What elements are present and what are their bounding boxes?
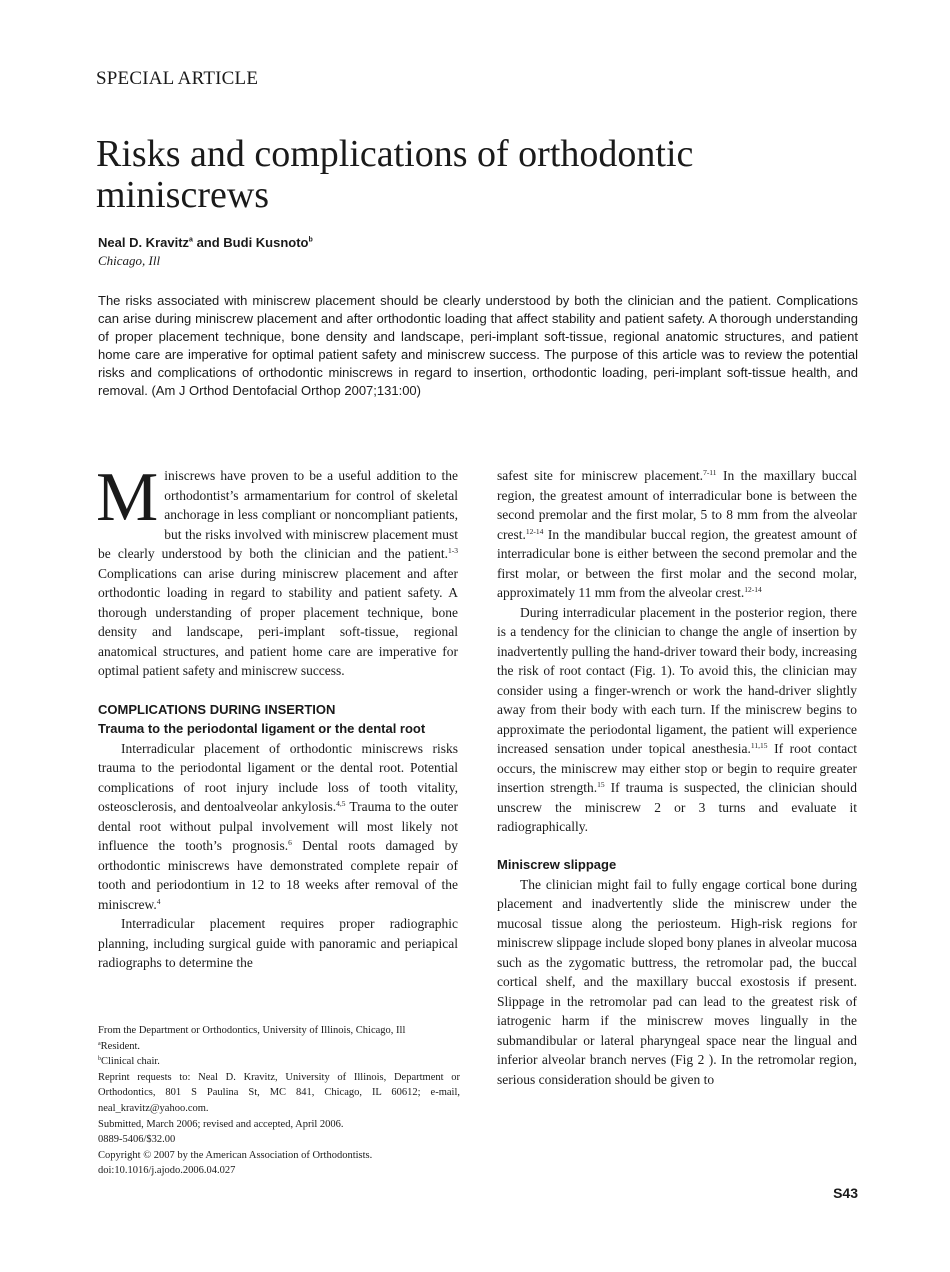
reference-marker: 11,15 xyxy=(750,741,768,750)
footnote-marker: a xyxy=(98,1040,101,1047)
reference-marker: 15 xyxy=(597,780,605,789)
paragraph-text: safest site for miniscrew placement. xyxy=(497,468,704,483)
body-column-right xyxy=(497,466,857,1089)
reference-marker: 12-14 xyxy=(525,526,544,536)
paragraph-text: During interradicular placement in the posterior region, there is a tendency for the clinician to change the angle of insertion by inadvertently pulling the hand-driver toward their body, increasing the risk of root contact (Fig. 1). To avoid this, the clinician may consider using a finger-wrench or work the hand-driver slightly away from their body with each turn. If the miniscrew begins to approximate the periodontal ligament, the patient will experience increased sensation under topical anesthesia. xyxy=(497,604,857,756)
affiliation-marker: a xyxy=(189,236,193,244)
footnote-text: Clinical chair. xyxy=(101,1056,160,1068)
footnote-issn: 0889-5406/$32.00 xyxy=(98,1134,176,1146)
footnote-copyright: Copyright © 2007 by the American Association of Orthodontists. xyxy=(98,1149,373,1161)
footnote-affiliation: From the Department or Orthodontics, University of Illinois, Chicago, Ill xyxy=(98,1025,406,1036)
paragraph-text: Trauma to the outer dental root without pulpal involvement will most likely not influence the tooth’s prognosis. xyxy=(98,799,458,853)
author-line xyxy=(98,235,313,250)
paragraph-text: In the mandibular buccal region, the greatest amount of interradicular bone is either between the second premolar and the first molar, or between the first molar and the second molar, approximately 11 mm from the alveolar crest. xyxy=(497,526,857,600)
reference-marker: 7-11 xyxy=(703,468,717,477)
paragraph-text: iniscrews have proven to be a useful addition to the orthodontist’s armamentarium for control of skeletal anchorage in less compliant or noncompliant patients, but the risks involved with miniscrew placement must be clearly understood by both the clinician and the patient. xyxy=(98,468,458,561)
body-paragraph: Interradicular placement requires proper radiographic planning, including surgical guide with panoramic and periapical radiographs to determine the xyxy=(98,916,458,970)
footnote-text: Resident. xyxy=(100,1040,141,1052)
section-label: SPECIAL ARTICLE xyxy=(96,68,259,89)
subsection-heading: Trauma to the periodontal ligament or the dental root xyxy=(98,720,426,736)
page-number: S43 xyxy=(833,1185,858,1201)
abstract: The risks associated with miniscrew placement should be clearly understood by both the clinician and the patient. Complications can arise during miniscrew placement and after orthodontic loading that affect stability and patient safety. A thorough understanding of proper placement technique, bone density and landscape, peri-implant soft-tissue, regional anatomic structures, and patient home care are imperative for optimal patient safety and miniscrew success. The purpose of this article was to review the potential risks and complications of orthodontic miniscrews in regard to insertion, orthodontic loading, peri-implant soft-tissue health, and removal. (Am J Orthod Dentofacial Orthop 2007;131:00) xyxy=(98,293,858,398)
section-heading: COMPLICATIONS DURING INSERTION xyxy=(98,701,336,717)
footnote-marker: b xyxy=(98,1056,101,1063)
footnote-resident xyxy=(98,1039,460,1055)
reference-marker: 6 xyxy=(288,838,292,847)
article-title: Risks and complications of orthodontic miniscrews xyxy=(96,133,694,216)
footnote-doi: doi:10.1016/j.ajodo.2006.04.027 xyxy=(98,1165,236,1177)
body-column-left xyxy=(96,459,458,973)
footnotes xyxy=(98,1023,460,1179)
footnote-chair xyxy=(98,1054,460,1070)
drop-cap: M xyxy=(96,459,159,536)
paragraph-text: Interradicular placement of orthodontic miniscrews risks trauma to the periodontal ligament or the dental root. Potential complications of root injury include loss of tooth vitality, osteosclerosis, and dentoalveolar ankylosis. xyxy=(98,740,458,814)
footnote-reprint: Reprint requests to: Neal D. Kravitz, University of Illinois, Department or Orthodontics, 801 S Paulina St, MC 841, Chicago, IL 60612; e-mail, neal_kravitz@yahoo.com. xyxy=(98,1071,460,1114)
reference-marker: 1-3 xyxy=(448,546,458,555)
author-name: Neal D. Kravitz xyxy=(98,235,190,250)
reference-marker: 4 xyxy=(156,896,161,906)
footnote-submitted: Submitted, March 2006; revised and accepted, April 2006. xyxy=(98,1118,344,1130)
paragraph-text: If root contact occurs, the miniscrew may either stop or begin to require greater insertion strength. xyxy=(497,741,857,795)
body-paragraph xyxy=(497,603,857,837)
intro-paragraph xyxy=(96,459,458,681)
body-paragraph xyxy=(98,739,458,915)
paragraph-text: Dental roots damaged by orthodontic miniscrews have demonstrated complete repair of tooth and periodontium in 12 to 18 weeks after removal of the miniscrew. xyxy=(98,838,458,912)
paragraph-text: In the maxillary buccal region, the greatest amount of interradicular bone is between the second premolar and the first molar, 5 to 8 mm from the alveolar crest. xyxy=(497,468,857,542)
author-location: Chicago, Ill xyxy=(98,253,161,268)
author-conjunction: and xyxy=(192,235,224,250)
body-paragraph: The clinician might fail to fully engage cortical bone during placement and inadvertently slide the miniscrew under the mucosal tissue along the periosteum. High-risk regions for miniscrew slippage include sloped bony planes in alveolar mucosa such as the zygomatic buttress, the retromolar pad, the buccal cortical shelf, and the maxillary buccal exostosis if present. Slippage in the retromolar pad can lead to the greatest risk of iatrogenic harm if the miniscrew moves lingually in the submandibular or lateral pharyngeal space near the lingual and inferior alveolar branch nerves (Fig 2 ). In the retromolar region, serious consideration should be given to xyxy=(497,876,857,1087)
paragraph-text: If trauma is suspected, the clinician should unscrew the miniscrew 2 or 3 turns and evaluate it radiographically. xyxy=(497,780,857,834)
subsection-heading: Miniscrew slippage xyxy=(497,856,617,872)
paragraph-text: Complications can arise during miniscrew placement and after orthodontic loading in regard to stability and patient safety. A thorough understanding of proper placement technique, bone density and landscape, peri-implant soft-tissue, regional anatomical structures, and patient home care are imperative for optimal patient safety and miniscrew success. xyxy=(98,565,458,678)
reference-marker: 12-14 xyxy=(744,585,762,594)
author-name: Budi Kusnoto xyxy=(223,235,309,250)
body-paragraph xyxy=(497,466,857,603)
affiliation-marker: b xyxy=(308,236,313,244)
reference-marker: 4,5 xyxy=(336,799,346,808)
